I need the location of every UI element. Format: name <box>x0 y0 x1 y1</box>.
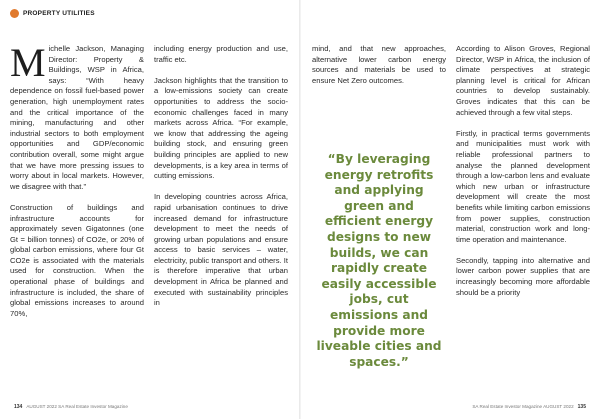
footer-right <box>472 404 590 410</box>
paragraph: Secondly, tapping into alternative and lower carbon power supplies that are increasingly becoming more affordable should be a priority <box>456 255 590 297</box>
paragraph: In developing countries across Africa, rapid urbanisation continues to drive increased demand for infrastructure development to meet the needs of growing urban populations and ensure access to basic services – water, electricity, public transport and others. It is therefore imperative that urban development in Africa be planned and executed with sustainability principles in <box>154 192 288 308</box>
paragraph: Firstly, in practical terms governments and municipalities must work with reliable professional partners to analyse the planned development through a low-carbon lens and evaluate which new urban or infrastructure development will create the most benefits while limiting carbon emissions from power supplies, construction material, construction work and long-time operation and maintenance. <box>456 128 590 244</box>
drop-cap: M <box>10 40 46 85</box>
paragraph: including energy production and use, traffic etc. <box>154 44 288 64</box>
article-column-1 <box>10 40 144 330</box>
page-number: 135 <box>577 404 586 410</box>
footer-left <box>10 404 128 410</box>
footer-text: SA Real Estate Investor Magazine AUGUST 2022 <box>472 404 574 409</box>
section-header <box>10 9 95 18</box>
paragraph: Construction of buildings and infrastructure accounts for approximately seven Gigatonnes (one Gt = billion tonnes) of CO2e, or 20% of global carbon emissions, where four Gt CO2e is associated with the materials used for construction. When the operational phase of buildings and infrastructure is included, the share of global emissions increases to around 70%, <box>10 202 144 318</box>
article-column-2 <box>154 44 288 319</box>
footer-text: AUGUST 2022 SA Real Estate Investor Magazine <box>26 404 128 409</box>
pull-quote: “By leveraging energy retrofits and applying green and efficient energy designs to new builds, we can rapidly create easily accessible jobs, cut emissions and provide more liveable cities and spaces.” <box>316 152 442 369</box>
paragraph-text: ichelle Jackson, Managing Director: Property & Buildings, WSP in Africa, says: “With heavy dependence on fossil fuel-based power generation, high unemployment rates and the critical importance of the mining, manufacturing and other industrial sectors to both employment opportunities and GDP/economic contribution overall, some might argue that we have more pressing issues to worry about in local markets. However, we disagree with that.” <box>10 44 144 191</box>
article-column-4 <box>456 44 590 309</box>
page-number: 134 <box>14 404 23 410</box>
section-bullet-icon <box>10 9 19 18</box>
section-title: PROPERTY UTILITIES <box>23 10 95 17</box>
paragraph: Jackson highlights that the transition to a low-emissions society can create opportunities to address the socio-economic challenges faced in many markets across Africa. “For example, we know that addressing the ageing building stock, and ensuring green building principles are applied to new developments, is a key area in terms of cutting emissions. <box>154 75 288 181</box>
paragraph: According to Alison Groves, Regional Director, WSP in Africa, the inclusion of climate perspectives at strategic planning level is critical for African countries to develop sustainably. Groves indicates that this can be achieved through a few vital steps. <box>456 44 590 117</box>
paragraph <box>10 40 144 192</box>
page-gutter <box>299 0 301 419</box>
article-column-3 <box>312 44 446 97</box>
paragraph: mind, and that new approaches, alternative lower carbon energy sources and materials be used to ensure Net Zero outcomes. <box>312 44 446 85</box>
